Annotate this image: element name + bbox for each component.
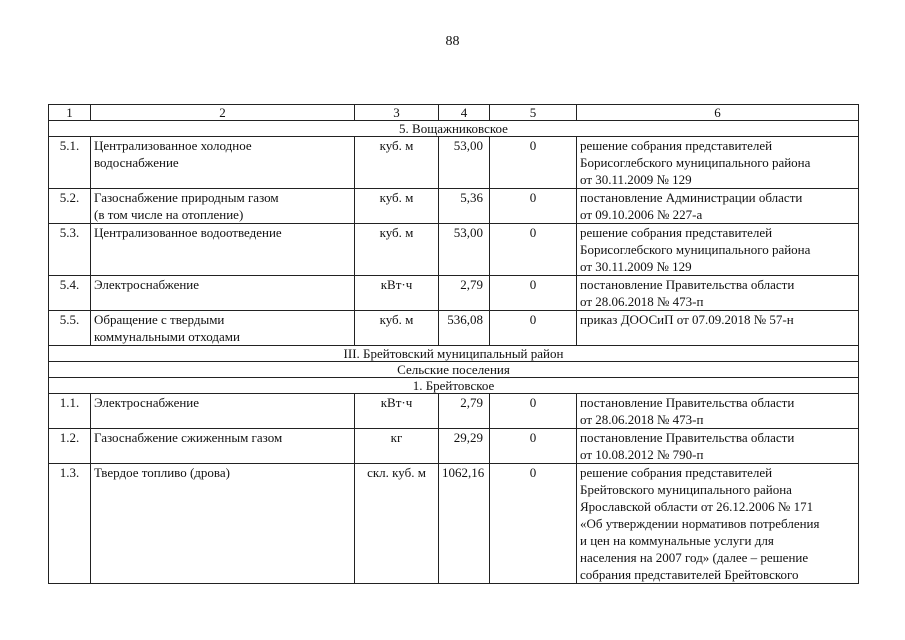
row-unit: кВт·ч: [355, 276, 439, 311]
row-number: 5.1.: [49, 137, 91, 189]
table-row: [49, 394, 859, 429]
row-value: 29,29: [439, 429, 490, 464]
document-line: постановление Правительства области: [580, 430, 795, 445]
document-line: от 10.08.2012 № 790-п: [580, 447, 704, 462]
document-line: Брейтовского муниципального района: [580, 482, 792, 497]
section-row: [49, 121, 859, 137]
row-service-name: [91, 189, 355, 224]
document-line: Борисоглебского муниципального района: [580, 242, 811, 257]
row-value: 5,36: [439, 189, 490, 224]
header-col-3: 3: [355, 105, 439, 121]
table-row: [49, 464, 859, 584]
document-line: от 28.06.2018 № 473-п: [580, 412, 704, 427]
section-row: [49, 346, 859, 362]
service-name-line: Электроснабжение: [94, 395, 200, 410]
row-service-name: [91, 429, 355, 464]
document-line: решение собрания представителей: [580, 225, 773, 240]
document-line: «Об утверждении нормативов потребления: [580, 516, 820, 531]
row-number: 5.4.: [49, 276, 91, 311]
document-line: населения на 2007 год» (далее – решение: [580, 550, 809, 565]
service-name-line: Электроснабжение: [94, 277, 200, 292]
row-unit: куб. м: [355, 311, 439, 346]
row-number: 1.1.: [49, 394, 91, 429]
row-document: [577, 311, 859, 346]
row-value: 53,00: [439, 137, 490, 189]
page-number: 88: [445, 34, 460, 49]
row-unit: куб. м: [355, 137, 439, 189]
row-number: 5.2.: [49, 189, 91, 224]
header-col-6: 6: [577, 105, 859, 121]
row-col5: 0: [490, 137, 577, 189]
row-document: [577, 189, 859, 224]
table-row: [49, 224, 859, 276]
document-line: от 09.10.2006 № 227-а: [580, 207, 703, 222]
section-rural: Сельские поселения: [49, 362, 859, 378]
row-service-name: [91, 137, 355, 189]
document-line: решение собрания представителей: [580, 465, 773, 480]
service-name-line: коммунальными отходами: [94, 329, 240, 344]
section-row: [49, 378, 859, 394]
document-line: от 30.11.2009 № 129: [580, 259, 692, 274]
document-line: постановление Правительства области: [580, 395, 795, 410]
row-col5: 0: [490, 311, 577, 346]
service-name-line: Твердое топливо (дрова): [94, 465, 230, 480]
row-col5: 0: [490, 276, 577, 311]
row-service-name: [91, 464, 355, 584]
document-line: приказ ДООСиП от 07.09.2018 № 57-н: [580, 312, 794, 327]
row-service-name: [91, 394, 355, 429]
header-row: [49, 105, 859, 121]
document-line: решение собрания представителей: [580, 138, 773, 153]
section-vozhzhnikovskoe: 5. Вощажниковское: [49, 121, 859, 137]
row-value: 2,79: [439, 276, 490, 311]
row-col5: 0: [490, 224, 577, 276]
document-line: Ярославской области от 26.12.2006 № 171: [580, 499, 814, 514]
document-line: постановление Правительства области: [580, 277, 795, 292]
row-unit: куб. м: [355, 189, 439, 224]
document-line: и цен на коммунальные услуги для: [580, 533, 774, 548]
row-col5: 0: [490, 189, 577, 224]
service-name-line: Газоснабжение сжиженным газом: [94, 430, 283, 445]
row-service-name: [91, 224, 355, 276]
row-col5: 0: [490, 429, 577, 464]
row-number: 1.2.: [49, 429, 91, 464]
header-col-1: 1: [49, 105, 91, 121]
row-number: 5.5.: [49, 311, 91, 346]
service-name-line: Централизованное водоотведение: [94, 225, 282, 240]
row-document: [577, 464, 859, 584]
row-document: [577, 394, 859, 429]
document-line: от 28.06.2018 № 473-п: [580, 294, 704, 309]
row-value: 2,79: [439, 394, 490, 429]
row-service-name: [91, 276, 355, 311]
row-number: 1.3.: [49, 464, 91, 584]
row-document: [577, 276, 859, 311]
section-breitovskoe: 1. Брейтовское: [49, 378, 859, 394]
row-value: 536,08: [439, 311, 490, 346]
document-line: постановление Администрации области: [580, 190, 803, 205]
row-unit: кВт·ч: [355, 394, 439, 429]
service-name-line: водоснабжение: [94, 155, 179, 170]
header-col-5: 5: [490, 105, 577, 121]
row-document: [577, 429, 859, 464]
section-district: III. Брейтовский муниципальный район: [49, 346, 859, 362]
header-col-2: 2: [91, 105, 355, 121]
service-name-line: (в том числе на отопление): [94, 207, 244, 222]
document-line: собрания представителей Брейтовского: [580, 567, 799, 582]
row-col5: 0: [490, 394, 577, 429]
table-row: [49, 429, 859, 464]
table-row: [49, 311, 859, 346]
row-service-name: [91, 311, 355, 346]
document-line: Борисоглебского муниципального района: [580, 155, 811, 170]
section-row: [49, 362, 859, 378]
table-row: [49, 189, 859, 224]
row-document: [577, 137, 859, 189]
row-unit: скл. куб. м: [355, 464, 439, 584]
service-name-line: Обращение с твердыми: [94, 312, 225, 327]
header-col-4: 4: [439, 105, 490, 121]
row-value: 53,00: [439, 224, 490, 276]
row-value: 1062,16: [439, 464, 490, 584]
row-col5: 0: [490, 464, 577, 584]
norms-table: [48, 104, 859, 584]
service-name-line: Централизованное холодное: [94, 138, 252, 153]
document-line: от 30.11.2009 № 129: [580, 172, 692, 187]
row-unit: кг: [355, 429, 439, 464]
row-unit: куб. м: [355, 224, 439, 276]
row-document: [577, 224, 859, 276]
row-number: 5.3.: [49, 224, 91, 276]
table-row: [49, 137, 859, 189]
table-row: [49, 276, 859, 311]
service-name-line: Газоснабжение природным газом: [94, 190, 279, 205]
